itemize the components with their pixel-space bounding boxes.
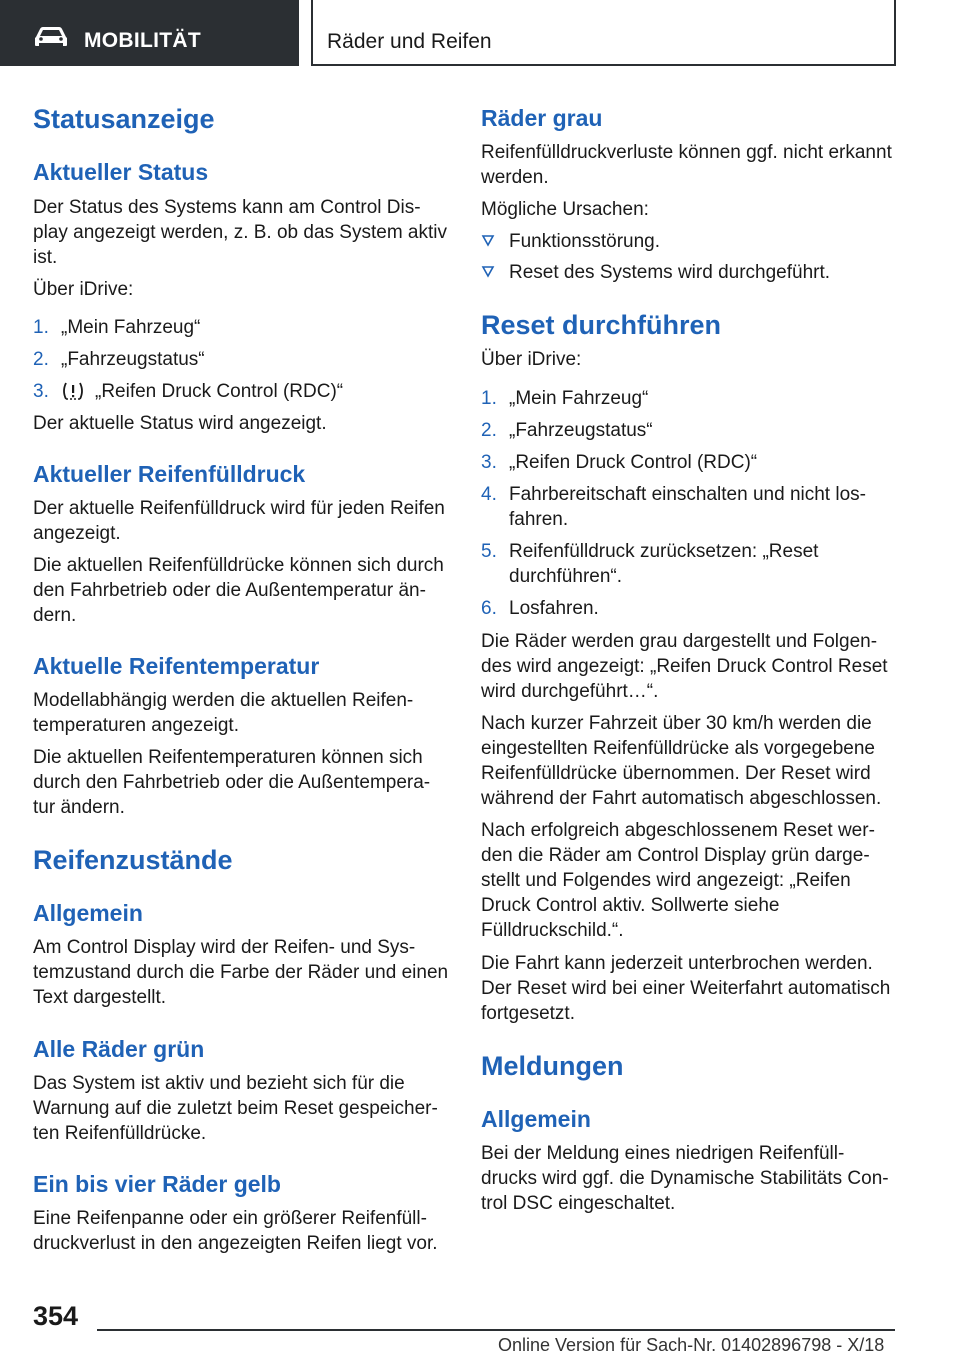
paragraph-line: werden.	[481, 167, 549, 188]
footer-divider	[97, 1329, 895, 1331]
paragraph-line: eingestellten Reifenfülldrücke als vorgegebene	[481, 738, 875, 759]
page-header	[0, 0, 960, 66]
step-number: 3.	[481, 452, 497, 473]
heading-alle-raeder-gruen: Alle Räder grün	[33, 1036, 205, 1062]
step-number: 3.	[33, 381, 49, 402]
list-item	[481, 539, 901, 591]
list-item	[481, 596, 901, 622]
paragraph-line: temzustand durch die Farbe der Räder und einen	[33, 962, 449, 983]
list-item	[33, 379, 451, 405]
paragraph-line: druckverlust in den angezeigten Reifen liegt vor.	[33, 1233, 438, 1254]
heading-aktueller-status: Aktueller Status	[33, 159, 209, 185]
step-number: 4.	[481, 484, 497, 505]
step-text: durchführen“.	[509, 566, 623, 587]
paragraph-line: trol DSC eingeschaltet.	[481, 1193, 676, 1214]
step-text: „Reifen Druck Control (RDC)“	[509, 452, 758, 473]
paragraph-line: Fülldruckschild.“.	[481, 920, 624, 941]
step-number: 6.	[481, 598, 497, 619]
step-text: „Fahrzeugstatus“	[509, 420, 653, 441]
paragraph-line: Der Status des Systems kann am Control Dis‐	[33, 197, 421, 218]
paragraph-line: Modellabhängig werden die aktuellen Reifen‐	[33, 690, 414, 711]
paragraph-line: Druck Control aktiv. Sollwerte siehe	[481, 895, 780, 916]
paragraph-line: Die aktuellen Reifenfülldrücke können sich durch	[33, 555, 444, 576]
paragraph-line: Der aktuelle Reifenfülldruck wird für jeden Reifen	[33, 498, 445, 519]
title-meldungen: Meldungen	[481, 1051, 624, 1081]
chapter-tab[interactable]	[311, 0, 896, 66]
step-text: Losfahren.	[509, 598, 599, 619]
heading-raeder-grau: Räder grau	[481, 105, 603, 131]
paragraph-line: ist.	[33, 247, 58, 268]
paragraph-line: Die Räder werden grau dargestellt und Folgen‐	[481, 631, 878, 652]
paragraph-line: Das System ist aktiv und bezieht sich für die	[33, 1073, 405, 1094]
step-number: 2.	[481, 420, 497, 441]
paragraph-line: den Fahrbetrieb oder die Außentemperatur än‐	[33, 580, 426, 601]
list-item	[481, 482, 901, 534]
bullet-triangle-icon	[481, 265, 495, 284]
paragraph-line: Reifenfülldruckverluste können ggf. nicht erkannt	[481, 142, 892, 163]
paragraph-line: wird durchgeführt…“.	[481, 681, 659, 702]
paragraph-line: Nach erfolgreich abgeschlossenem Reset wer‐	[481, 820, 875, 841]
paragraph-line: tur ändern.	[33, 797, 125, 818]
cause-text: Reset des Systems wird durchgeführt.	[509, 262, 831, 283]
paragraph-line: angezeigt.	[33, 523, 121, 544]
tire-pressure-warning-icon	[61, 380, 85, 407]
result-text: Der aktuelle Status wird angezeigt.	[33, 413, 327, 434]
list-item	[481, 418, 901, 444]
step-number: 1.	[481, 388, 497, 409]
step-text: „Mein Fahrzeug“	[61, 317, 201, 338]
paragraph-line: dern.	[33, 605, 77, 626]
paragraph-line: Die Fahrt kann jederzeit unterbrochen werden.	[481, 953, 873, 974]
step-number: 5.	[481, 541, 497, 562]
step-text: Fahrbereitschaft einschalten und nicht los‐	[509, 484, 866, 505]
list-item	[481, 450, 901, 476]
step-number: 2.	[33, 349, 49, 370]
section-tab-mobilitaet[interactable]	[0, 0, 299, 66]
paragraph-line: des wird angezeigt: „Reifen Druck Control Reset	[481, 656, 888, 677]
paragraph-line: Nach kurzer Fahrzeit über 30 km/h werden die	[481, 713, 872, 734]
heading-aktueller-reifenfuelldruck: Aktueller Reifenfülldruck	[33, 461, 306, 487]
paragraph-line: Die aktuellen Reifentemperaturen können sich	[33, 747, 423, 768]
paragraph-line: ten Reifenfülldrücke.	[33, 1123, 207, 1144]
step-number: 1.	[33, 317, 49, 338]
heading-aktuelle-reifentemperatur: Aktuelle Reifentemperatur	[33, 653, 320, 679]
car-icon	[33, 26, 69, 53]
heading-raeder-gelb: Ein bis vier Räder gelb	[33, 1171, 281, 1197]
chapter-label: Räder und Reifen	[327, 30, 492, 53]
section-label: MOBILITÄT	[84, 29, 202, 52]
paragraph-line: Eine Reifenpanne oder ein größerer Reifenfüll‐	[33, 1208, 427, 1229]
paragraph-line: fortgesetzt.	[481, 1003, 575, 1024]
list-item	[33, 347, 451, 373]
list-item	[481, 260, 901, 286]
causes-label: Mögliche Ursachen:	[481, 199, 649, 220]
paragraph-line: Text dargestellt.	[33, 987, 167, 1008]
step-text: „Mein Fahrzeug“	[509, 388, 649, 409]
list-item	[33, 315, 451, 341]
paragraph-line: temperaturen angezeigt.	[33, 715, 239, 736]
paragraph-line: drucks wird ggf. die Dynamische Stabilitäts Con‐	[481, 1168, 889, 1189]
paragraph-line: stellt und Folgendes wird angezeigt: „Reifen	[481, 870, 851, 891]
bullet-triangle-icon	[481, 234, 495, 253]
list-item	[481, 229, 901, 255]
paragraph-line: den die Räder am Control Display grün darge‐	[481, 845, 870, 866]
via-idrive-label: Über iDrive:	[481, 349, 582, 370]
heading-allgemein: Allgemein	[33, 900, 143, 926]
paragraph-line: während der Fahrt automatisch abgeschlossen.	[481, 788, 882, 809]
title-statusanzeige: Statusanzeige	[33, 104, 215, 134]
paragraph-line: play angezeigt werden, z. B. ob das System aktiv	[33, 222, 447, 243]
via-idrive-label: Über iDrive:	[33, 279, 134, 300]
paragraph-line: durch den Fahrbetrieb oder die Außentempera‐	[33, 772, 431, 793]
paragraph-line: Bei der Meldung eines niedrigen Reifenfüll‐	[481, 1143, 845, 1164]
paragraph-line: Der Reset wird bei einer Weiterfahrt automatisch	[481, 978, 891, 999]
paragraph-line: Reifenfülldrücke übernommen. Der Reset wird	[481, 763, 871, 784]
paragraph-line: Warnung auf die zuletzt beim Reset gespeicher‐	[33, 1098, 438, 1119]
paragraph-line: Am Control Display wird der Reifen- und Sys‐	[33, 937, 416, 958]
list-item	[481, 386, 901, 412]
title-reifenzustaende: Reifenzustände	[33, 845, 233, 875]
step-text: „Reifen Druck Control (RDC)“	[95, 381, 344, 402]
title-reset-durchfuehren: Reset durchführen	[481, 310, 722, 340]
footer-version-text: Online Version für Sach-Nr. 01402896798 - X/18	[498, 1335, 885, 1355]
cause-text: Funktionsstörung.	[509, 231, 661, 252]
step-text: Reifenfülldruck zurücksetzen: „Reset	[509, 541, 819, 562]
heading-allgemein: Allgemein	[481, 1106, 591, 1132]
page-number: 354	[33, 1301, 79, 1331]
step-text: fahren.	[509, 509, 569, 530]
step-text: „Fahrzeugstatus“	[61, 349, 205, 370]
